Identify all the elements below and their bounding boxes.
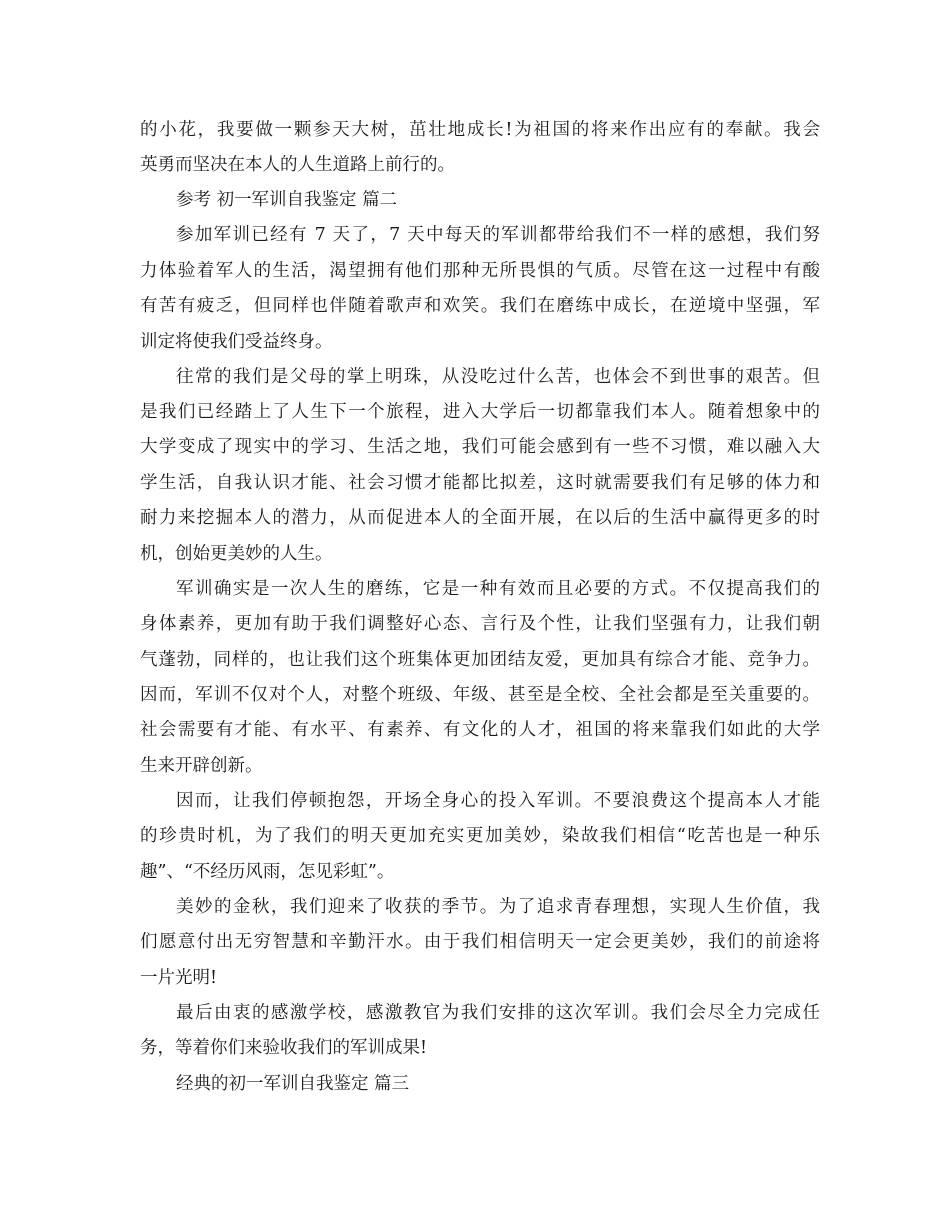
text-line: 因而，军训不仅对个人，对整个班级、年级、甚至是全校、全社会都是至关重要的。 <box>140 685 820 705</box>
text-line: 有苦有疲乏，但同样也伴随着歌声和欢笑。我们在磨练中成长，在逆境中坚强，军 <box>140 296 820 316</box>
text-line: 耐力来挖掘本人的潜力，从而促进本人的全面开展，在以后的生活中赢得更多的时 <box>140 508 820 528</box>
text-line: 一片光明! <box>140 968 218 988</box>
text-line: 趣”、“不经历风雨，怎见彩虹”。 <box>140 862 395 882</box>
section-heading: 参考 初一军训自我鉴定 篇二 <box>176 190 398 210</box>
text-line: 社会需要有才能、有水平、有素养、有文化的人才，祖国的将来靠我们如此的大学 <box>140 720 820 740</box>
text-line: 训定将使我们受益终身。 <box>140 332 333 352</box>
text-line: 务，等着你们来验收我们的军训成果! <box>140 1038 428 1058</box>
text-line: 的珍贵时机，为了我们的明天更加充实更加美妙，染故我们相信“吃苦也是一种乐 <box>140 826 820 846</box>
text-line: 最后由衷的感激学校，感激教官为我们安排的这次军训。我们会尽全力完成任 <box>176 1003 820 1023</box>
text-line: 往常的我们是父母的掌上明珠，从没吃过什么苦，也体会不到世事的艰苦。但 <box>176 367 820 387</box>
section-heading: 经典的初一军训自我鉴定 篇三 <box>176 1074 410 1094</box>
text-line: 英勇而坚决在本人的人生道路上前行的。 <box>140 155 455 175</box>
text-line: 大学变成了现实中的学习、生活之地，我们可能会感到有一些不习惯，难以融入大 <box>140 437 820 457</box>
text-line: 美妙的金秋，我们迎来了收获的季节。为了追求青春理想，实现人生价值，我 <box>176 897 820 917</box>
text-line: 力体验着军人的生活，渴望拥有他们那种无所畏惧的气质。尽管在这一过程中有酸 <box>140 261 820 281</box>
text-line: 机，创始更美妙的人生。 <box>140 544 333 564</box>
text-line: 气蓬勃，同样的，也让我们这个班集体更加团结友爱，更加具有综合才能、竞争力。 <box>140 650 820 670</box>
text-line: 军训确实是一次人生的磨练，它是一种有效而且必要的方式。不仅提高我们的 <box>176 579 820 599</box>
text-line: 是我们已经踏上了人生下一个旅程，进入大学后一切都靠我们本人。随着想象中的 <box>140 402 820 422</box>
text-line: 参加军训已经有 7 天了，7 天中每天的军训都带给我们不一样的感想，我们努 <box>176 225 820 245</box>
text-line: 身体素养，更加有助于我们调整好心态、言行及个性，让我们坚强有力，让我们朝 <box>140 614 820 634</box>
text-line: 生来开辟创新。 <box>140 756 263 776</box>
text-line: 因而，让我们停顿抱怨，开场全身心的投入军训。不要浪费这个提高本人才能 <box>176 791 820 811</box>
text-line: 学生活，自我认识才能、社会习惯才能都比拟差，这时就需要我们有足够的体力和 <box>140 473 820 493</box>
text-line: 们愿意付出无穷智慧和辛勤汗水。由于我们相信明天一定会更美妙，我们的前途将 <box>140 932 820 952</box>
text-line: 的小花，我要做一颗参天大树，茁壮地成长!为祖国的将来作出应有的奉献。我会 <box>140 120 820 140</box>
